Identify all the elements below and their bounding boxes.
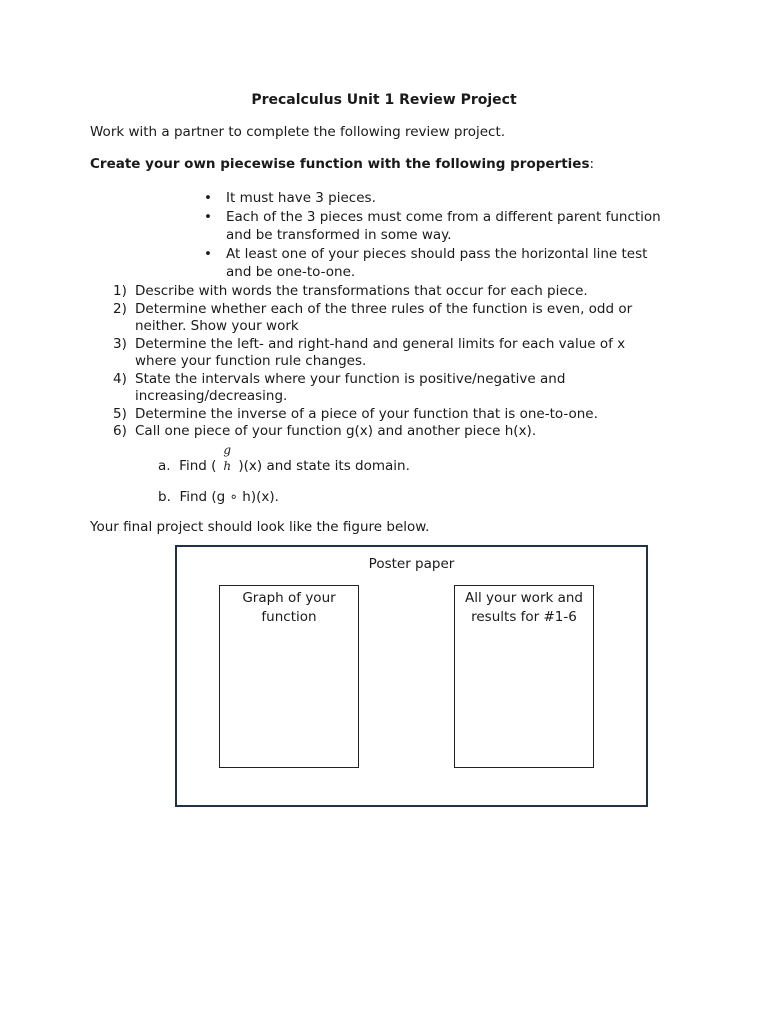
graph-panel-line2: function bbox=[261, 608, 317, 625]
page-title: Precalculus Unit 1 Review Project bbox=[251, 92, 517, 108]
fraction-g-over-h bbox=[216, 443, 238, 476]
graph-panel-line1: Graph of your bbox=[242, 590, 336, 606]
final-instruction: Your final project should look like the figure below. bbox=[90, 519, 430, 535]
task-item bbox=[113, 406, 632, 424]
graph-panel bbox=[219, 585, 359, 768]
intro-text: Work with a partner to complete the following review project. bbox=[90, 124, 506, 140]
section-heading bbox=[90, 156, 594, 172]
task-text: Call one piece of your function g(x) and another piece h(x). bbox=[135, 423, 537, 439]
task-text: State the intervals where your function is positive/negative and bbox=[135, 370, 566, 387]
bullet-text: Each of the 3 pieces must come from a different parent function bbox=[226, 208, 661, 225]
bullet-icon: • bbox=[204, 208, 212, 225]
subtask-a-before: Find ( bbox=[179, 458, 217, 474]
bullet-text: At least one of your pieces should pass the horizontal line test bbox=[226, 245, 648, 262]
properties-list bbox=[204, 189, 661, 282]
task-text-continued: neither. Show your work bbox=[135, 318, 299, 334]
task-text: Determine whether each of the three rules of the function is even, odd or bbox=[135, 300, 633, 317]
task-text: Determine the inverse of a piece of your function that is one-to-one. bbox=[135, 405, 598, 422]
task-list bbox=[113, 283, 632, 441]
work-panel-line2: results for #1-6 bbox=[471, 608, 577, 625]
bullet-text: It must have 3 pieces. bbox=[226, 190, 376, 206]
subtask-a-label: a. bbox=[158, 458, 171, 474]
subtask-b-text: Find (g ∘ h)(x). bbox=[179, 489, 279, 505]
task-item bbox=[113, 283, 632, 301]
list-item bbox=[204, 245, 661, 282]
task-item bbox=[113, 336, 632, 371]
bullet-text-continued: and be transformed in some way. bbox=[226, 227, 452, 243]
task-number: 5) bbox=[113, 405, 127, 422]
poster-figure bbox=[175, 545, 648, 807]
task-text-continued: increasing/decreasing. bbox=[135, 388, 288, 404]
bullet-icon: • bbox=[204, 190, 212, 206]
list-item bbox=[204, 189, 661, 208]
task-item bbox=[113, 301, 632, 336]
fraction-denominator: h bbox=[223, 459, 232, 473]
work-panel bbox=[454, 585, 594, 768]
task-text: Determine the left- and right-hand and general limits for each value of x bbox=[135, 335, 626, 352]
task-number: 2) bbox=[113, 300, 127, 317]
bullet-icon: • bbox=[204, 245, 212, 262]
section-heading-suffix: : bbox=[589, 156, 595, 172]
task-number: 4) bbox=[113, 370, 127, 387]
fraction-numerator: g bbox=[223, 443, 232, 457]
subtask-a-after: )(x) and state its domain. bbox=[238, 458, 410, 474]
task-text: Describe with words the transformations that occur for each piece. bbox=[135, 283, 588, 299]
task-text-continued: where your function rule changes. bbox=[135, 353, 367, 369]
section-heading-bold: Create your own piecewise function with the following properties bbox=[90, 156, 590, 172]
subtask-b bbox=[158, 489, 279, 505]
list-item bbox=[204, 208, 661, 245]
task-item bbox=[113, 371, 632, 406]
task-number: 6) bbox=[113, 423, 127, 439]
poster-label: Poster paper bbox=[368, 556, 455, 572]
task-item bbox=[113, 423, 632, 441]
task-number: 1) bbox=[113, 283, 127, 299]
subtask-b-label: b. bbox=[158, 489, 171, 505]
subtask-a bbox=[158, 443, 410, 476]
work-panel-line1: All your work and bbox=[464, 590, 584, 606]
bullet-text-continued: and be one-to-one. bbox=[226, 264, 356, 280]
task-number: 3) bbox=[113, 335, 127, 352]
